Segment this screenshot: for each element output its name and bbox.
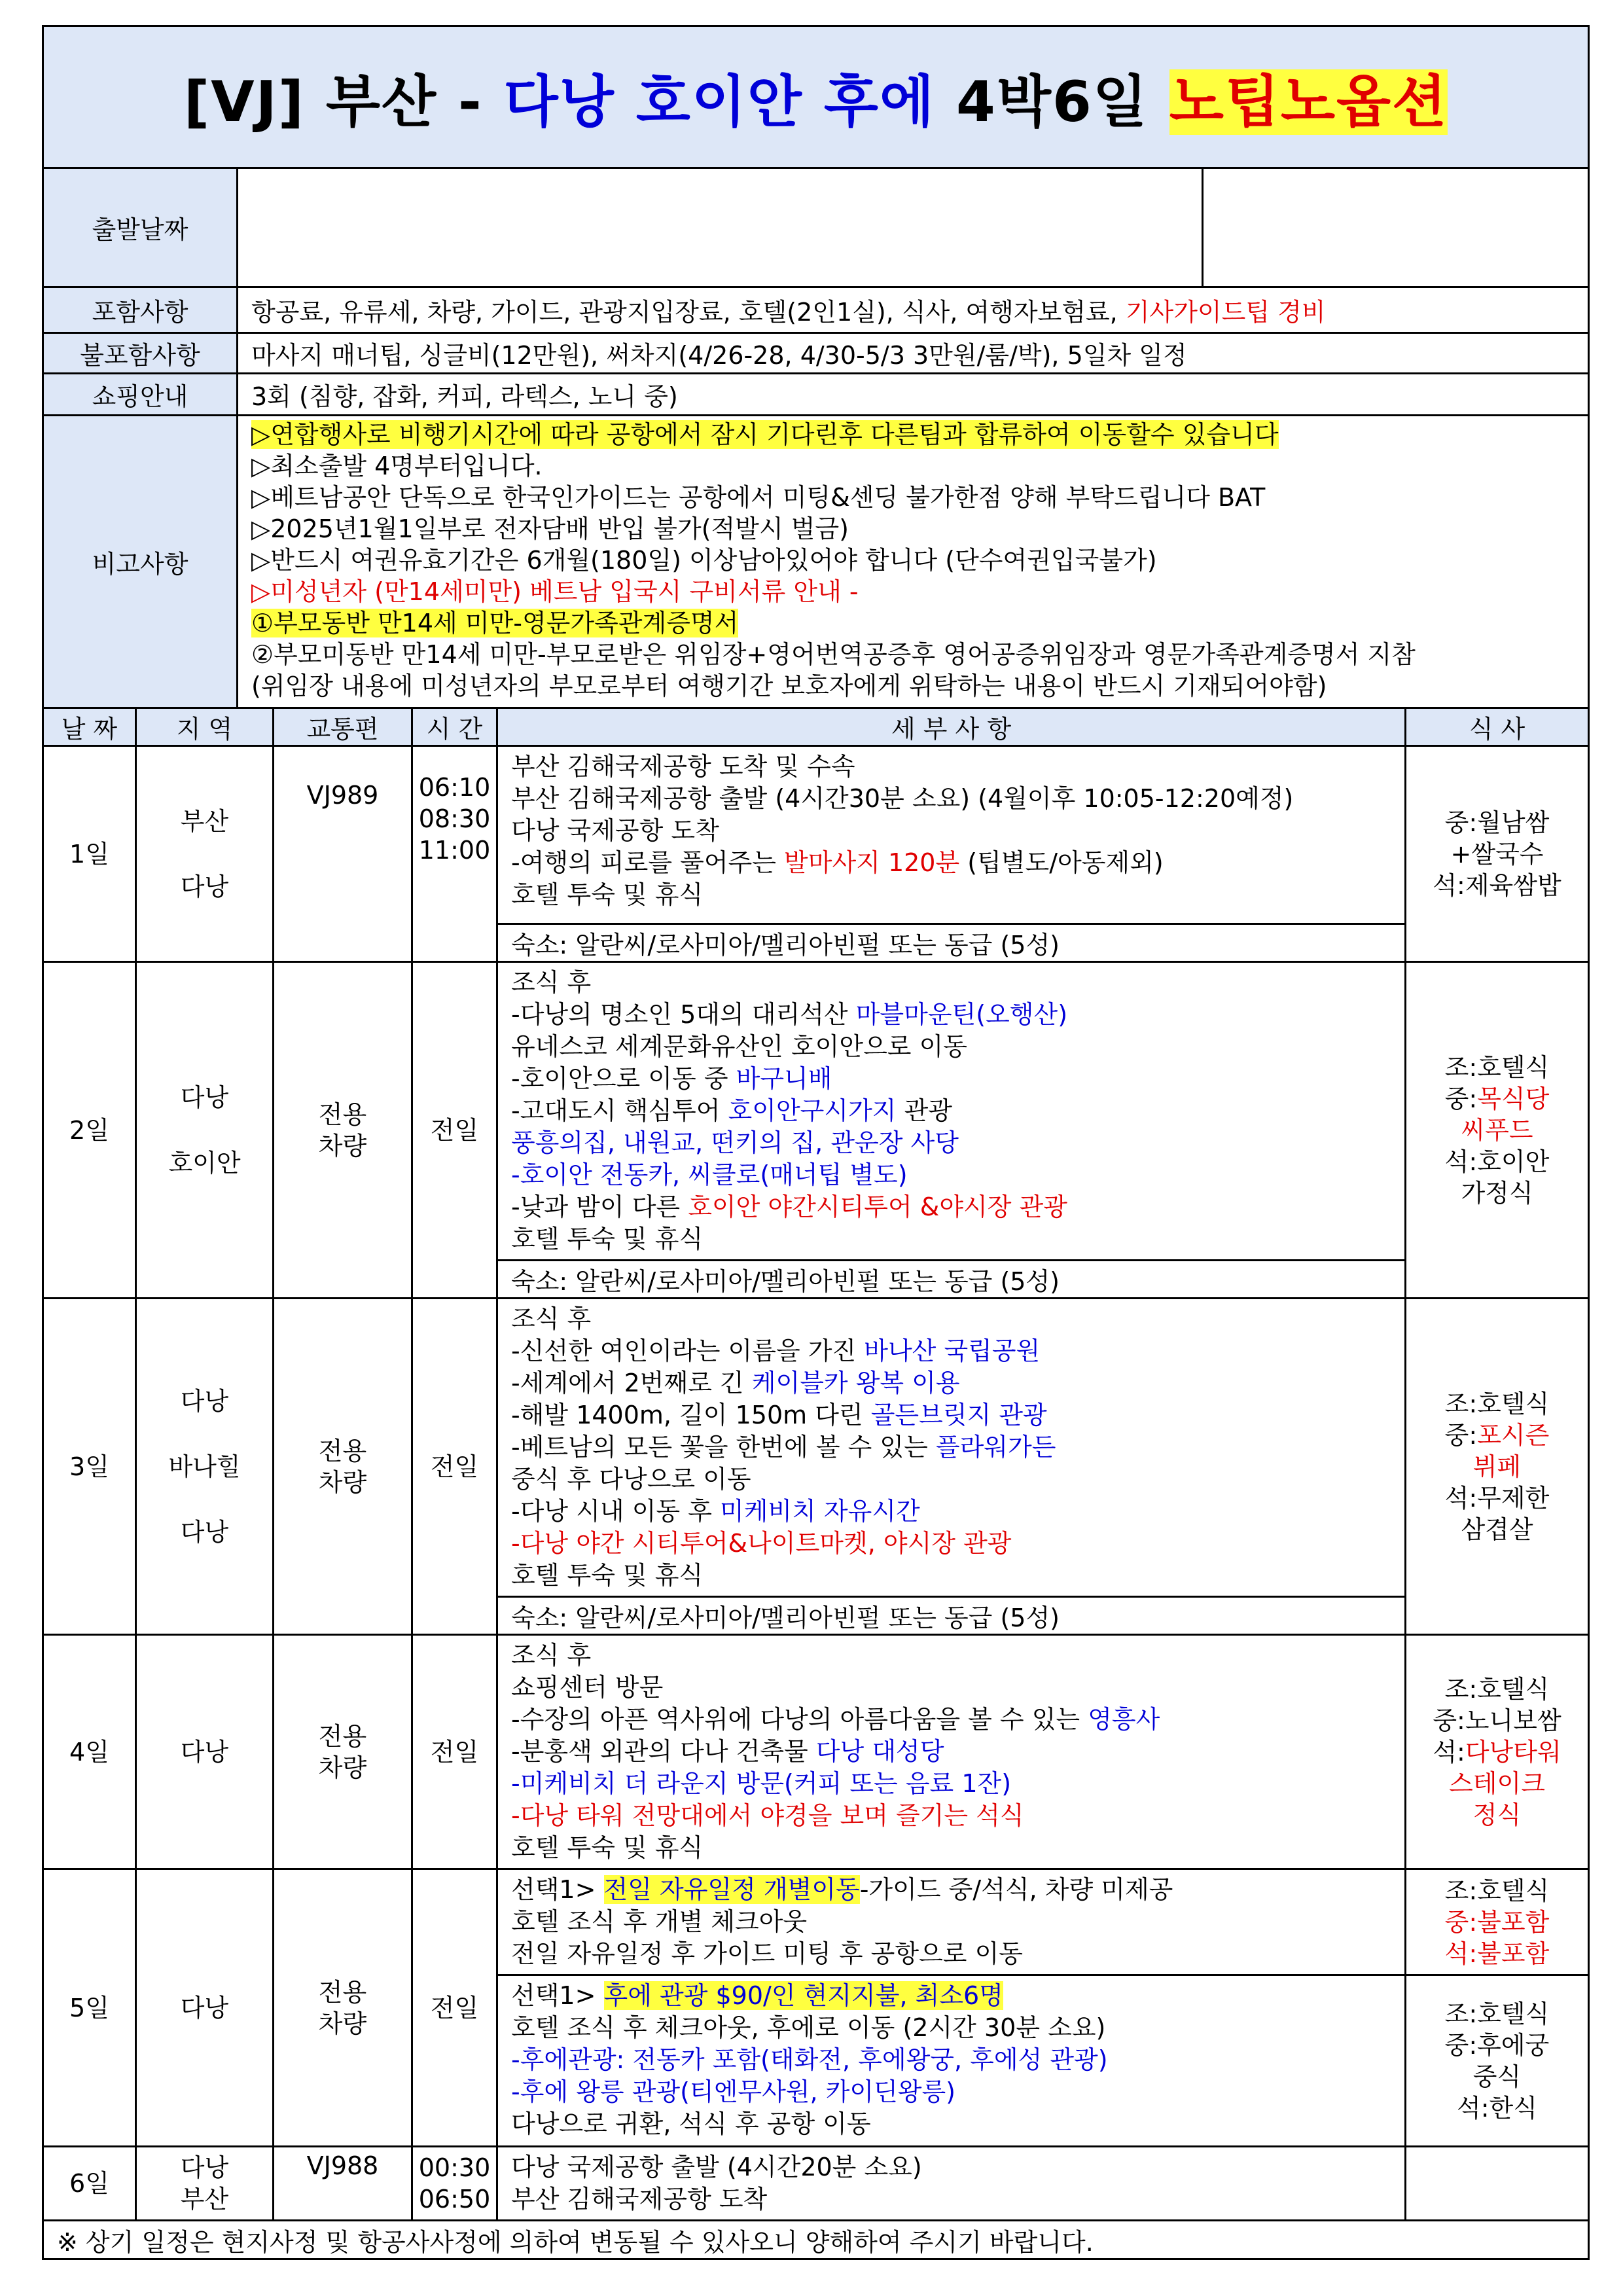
remark-item: ②부모미동반 만14세 미만-부모로받은 위임장+영어번역공증후 영어공증위임장과 영문가족관계증명서 지참 bbox=[251, 640, 1416, 669]
schedule-table bbox=[42, 707, 1590, 2260]
included-red: 기사가이드팁 경비 bbox=[1125, 298, 1326, 327]
day-2-region: 다낭 호이안 bbox=[136, 962, 274, 1299]
day-3-label: 3일 bbox=[43, 1299, 136, 1635]
day-5-option-b: 선택1> 후에 관광 $90/인 현지지불, 최소6명 호텔 조식 후 체크아웃, 후에로 이동 (2시간 30분 소요) -후에관광: 전동카 포함(태화전, 후에왕궁, 후에성 관광) -후에 왕릉 관광(티엔무사원, 카이딘왕릉) 다낭으로 귀환, 석식 후 공항 이동 bbox=[497, 1975, 1406, 2147]
header-day: 날 짜 bbox=[43, 708, 136, 746]
day-3-accommodation: 숙소: 알란씨/로사미아/멜리아빈펄 또는 동급 (5성) bbox=[497, 1597, 1406, 1635]
footer-notice: ※ 상기 일정은 현지사정 및 항공사사정에 의하여 변동될 수 있사오니 양해하여 주시기 바랍니다. bbox=[43, 2221, 1589, 2259]
remarks-list bbox=[238, 416, 1589, 708]
remark-item: ①부모동반 만14세 미만-영문가족관계증명서 bbox=[251, 609, 739, 637]
day-4-label: 4일 bbox=[43, 1635, 136, 1869]
day-2-time: 전일 bbox=[412, 962, 497, 1299]
day-4-details: 조식 후 쇼핑센터 방문 -수장의 아픈 역사위에 다낭의 아름다움을 볼 수 있는 영흥사 -분홍색 외관의 다나 건축물 다낭 대성당 -미케비치 더 라운지 방문(커피 또는 음료 1잔) -다낭 타워 전망대에서 야경을 보며 즐기는 석식 호텔 투숙 및 휴식 bbox=[497, 1635, 1406, 1869]
title-badge: 노팁노옵션 bbox=[1169, 69, 1448, 135]
remark-item: ▷연합행사로 비행기시간에 따라 공항에서 잠시 기다린후 다른팀과 합류하여 이동할수 있습니다 bbox=[251, 420, 1279, 449]
excluded-label: 불포함사항 bbox=[43, 333, 238, 374]
day-3-transport: 전용 차량 bbox=[274, 1299, 412, 1635]
departure-extra bbox=[1203, 168, 1589, 287]
day-5-option-b-meals: 조:호텔식 중:후에궁 중식 석:한식 bbox=[1406, 1975, 1589, 2147]
day-1-details: 부산 김해국제공항 도착 및 수속 부산 김해국제공항 출발 (4시간30분 소요) (4월이후 10:05-12:20예정) 다낭 국제공항 도착 -여행의 피로를 풀어주는 발마사지 120분 (팁별도/아동제외) 호텔 투숙 및 휴식 bbox=[497, 746, 1406, 924]
header-time: 시 간 bbox=[412, 708, 497, 746]
info-table bbox=[42, 25, 1590, 709]
day-6-transport: VJ988 bbox=[274, 2147, 412, 2221]
remark-item: ▷최소출발 4명부터입니다. bbox=[251, 452, 543, 480]
day-3-time: 전일 bbox=[412, 1299, 497, 1635]
day-6-label: 6일 bbox=[43, 2147, 136, 2221]
day-4-time: 전일 bbox=[412, 1635, 497, 1869]
title-prefix: [VJ] 부산 - bbox=[183, 69, 504, 135]
remarks-label: 비고사항 bbox=[43, 416, 238, 708]
day-4-meals: 조:호텔식 중:노니보쌈 석:다낭타워 스테이크 정식 bbox=[1406, 1635, 1589, 1869]
day-5-option-a: 선택1> 전일 자유일정 개별이동-가이드 중/석식, 차량 미제공 호텔 조식 후 개별 체크아웃 전일 자유일정 후 가이드 미팅 후 공항으로 이동 bbox=[497, 1869, 1406, 1975]
day-6-details: 다낭 국제공항 출발 (4시간20분 소요) 부산 김해국제공항 도착 bbox=[497, 2147, 1406, 2221]
day-1-region: 부산 다낭 bbox=[136, 746, 274, 962]
day-5-label: 5일 bbox=[43, 1869, 136, 2147]
shopping-value: 3회 (침향, 잡화, 커피, 라텍스, 노니 중) bbox=[238, 374, 1589, 416]
day-1-meals: 중:월남쌈 +쌀국수 석:제육쌈밥 bbox=[1406, 746, 1589, 962]
day-6-time: 00:30 06:50 bbox=[412, 2147, 497, 2221]
day-3-details: 조식 후 -신선한 여인이라는 이름을 가진 바나산 국립공원 -세계에서 2번째로 긴 케이블카 왕복 이용 -해발 1400m, 길이 150m 다린 골든브릿지 관광 -베트남의 모든 꽃을 한번에 볼 수 있는 플라워가든 중식 후 다낭으로 이동 -다낭 시내 이동 후 미케비치 자유시간 -다낭 야간 시티투어&나이트마켓, 야시장 관광 호텔 투숙 및 휴식 bbox=[497, 1299, 1406, 1597]
remark-item: ▷베트남공안 단독으로 한국인가이드는 공항에서 미팅&센딩 불가한점 양해 부탁드립니다 BAT bbox=[251, 483, 1266, 512]
departure-value bbox=[238, 168, 1203, 287]
day-4-region: 다낭 bbox=[136, 1635, 274, 1869]
day-3-meals: 조:호텔식 중:포시즌 뷔페 석:무제한 삼겹살 bbox=[1406, 1299, 1589, 1635]
day-5-option-a-meals: 조:호텔식 중:불포함 석:불포함 bbox=[1406, 1869, 1589, 1975]
day-2-details: 조식 후 -다낭의 명소인 5대의 대리석산 마블마운틴(오행산) 유네스코 세계문화유산인 호이안으로 이동 -호이안으로 이동 중 바구니배 -고대도시 핵심투어 호이안구시가지 관광 풍흥의집, 내원교, 떤키의 집, 관운장 사당 -호이안 전동카, 씨클로(매너팁 별도) -낮과 밤이 다른 호이안 야간시티투어 &야시장 관광 호텔 투숙 및 휴식 bbox=[497, 962, 1406, 1261]
day-6-meals bbox=[1406, 2147, 1589, 2221]
day-2-accommodation: 숙소: 알란씨/로사미아/멜리아빈펄 또는 동급 (5성) bbox=[497, 1261, 1406, 1299]
day-5-region: 다낭 bbox=[136, 1869, 274, 2147]
day-2-transport: 전용 차량 bbox=[274, 962, 412, 1299]
included-text: 항공료, 유류세, 차량, 가이드, 관광지입장료, 호텔(2인1실), 식사, 여행자보험료, bbox=[251, 298, 1126, 327]
title-duration: 4박6일 bbox=[935, 69, 1169, 135]
day-2-meals: 조:호텔식 중:목식당 씨푸드 석:호이안 가정식 bbox=[1406, 962, 1589, 1299]
day-1-accommodation: 숙소: 알란씨/로사미아/멜리아빈펄 또는 동급 (5성) bbox=[497, 924, 1406, 962]
header-region: 지 역 bbox=[136, 708, 274, 746]
header-transport: 교통편 bbox=[274, 708, 412, 746]
day-4-transport: 전용 차량 bbox=[274, 1635, 412, 1869]
day-1-transport: VJ989 bbox=[274, 746, 412, 962]
included-label: 포함사항 bbox=[43, 287, 238, 333]
included-value bbox=[238, 287, 1589, 333]
departure-label: 출발날짜 bbox=[43, 168, 238, 287]
header-details: 세 부 사 항 bbox=[497, 708, 1406, 746]
excluded-value: 마사지 매너팁, 싱글비(12만원), 써차지(4/26-28, 4/30-5/3 3만원/룸/박), 5일차 일정 bbox=[238, 333, 1589, 374]
shopping-label: 쇼핑안내 bbox=[43, 374, 238, 416]
header-meals: 식 사 bbox=[1406, 708, 1589, 746]
remark-item: (위임장 내용에 미성년자의 부모로부터 여행기간 보호자에게 위탁하는 내용이 반드시 기재되어야함) bbox=[251, 672, 1327, 700]
title-destination: 다낭 호이안 후에 bbox=[503, 69, 936, 135]
day-3-region: 다낭 바나힐 다낭 bbox=[136, 1299, 274, 1635]
day-1-time: 06:10 08:30 11:00 bbox=[412, 746, 497, 962]
itinerary-sheet bbox=[42, 25, 1588, 2260]
remark-item: ▷반드시 여권유효기간은 6개월(180일) 이상남아있어야 합니다 (단수여권입국불가) bbox=[251, 546, 1157, 575]
day-1-label: 1일 bbox=[43, 746, 136, 962]
page-title bbox=[43, 26, 1589, 168]
day-5-time: 전일 bbox=[412, 1869, 497, 2147]
day-5-transport: 전용 차량 bbox=[274, 1869, 412, 2147]
remark-item: ▷미성년자 (만14세미만) 베트남 입국시 구비서류 안내 - bbox=[251, 577, 859, 606]
day-6-region: 다낭 부산 bbox=[136, 2147, 274, 2221]
remark-item: ▷2025년1월1일부로 전자담배 반입 불가(적발시 벌금) bbox=[251, 514, 849, 543]
day-2-label: 2일 bbox=[43, 962, 136, 1299]
